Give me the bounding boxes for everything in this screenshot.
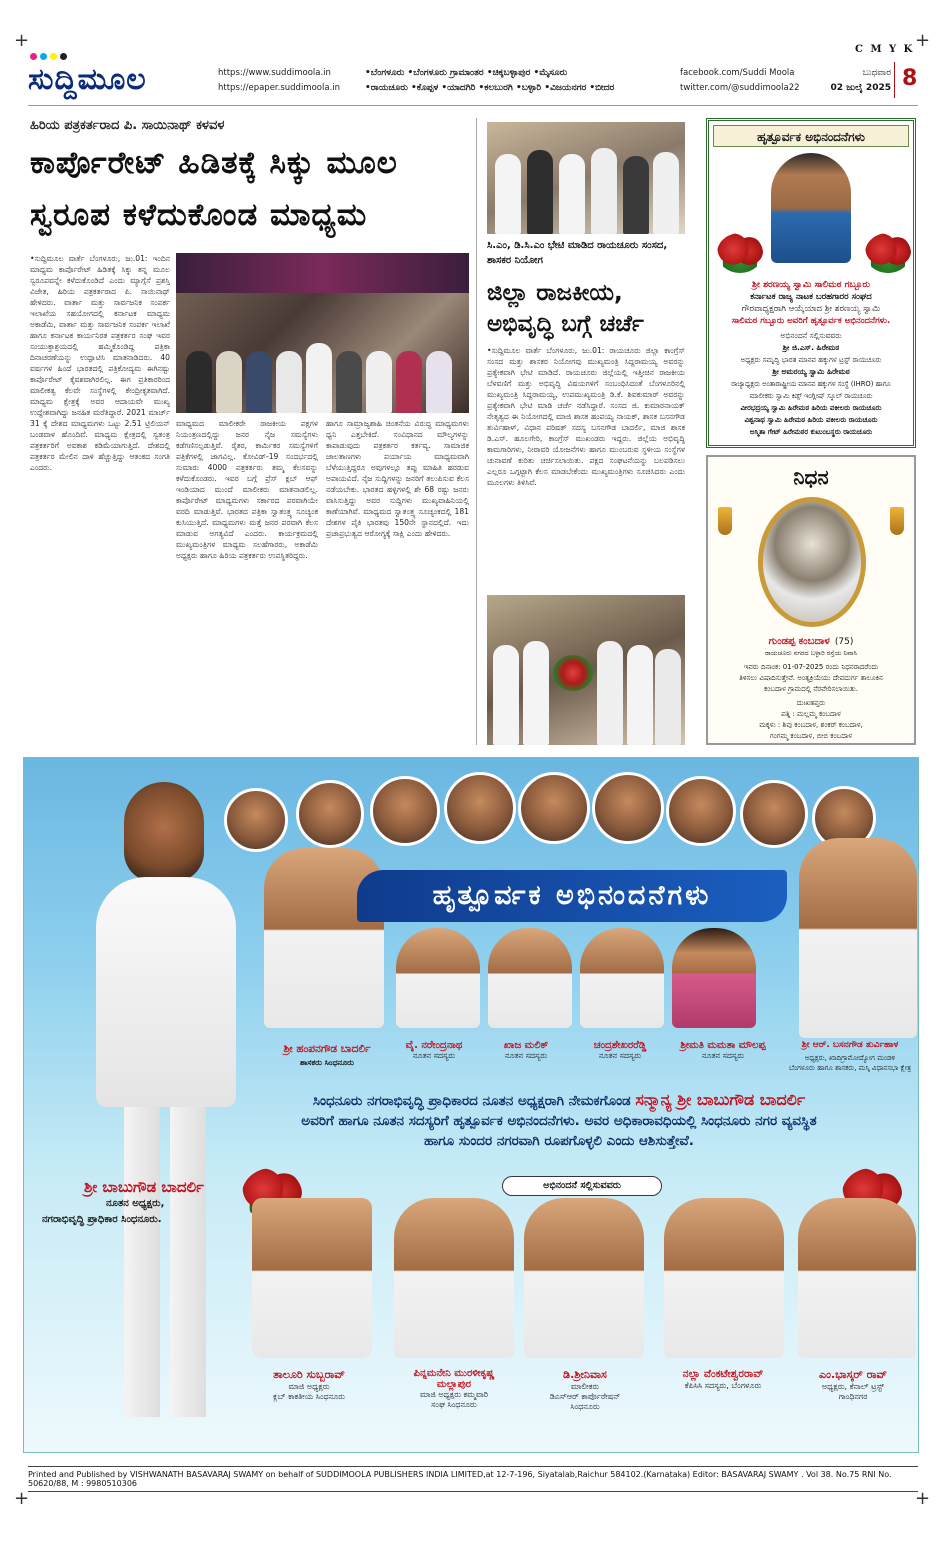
greeting-line: ಅಸ್ಮಿತಾ ಗೇಟ್ ಹಿರೇಮಠರ ಕುಟುಂಬಸ್ಥರು ರಾಯಚೂರು [749, 428, 873, 436]
message-highlight: ಸನ್ಮಾನ್ಯ ಶ್ರೀ ಬಾಬುಗೌಡ ಬಾದರ್ಲಿ [635, 1090, 806, 1109]
greeting-line: ರಾಜ್ಯಾಧ್ಯಕ್ಷರು ಅಂತಾರಾಷ್ಟ್ರೀಯ ಮಾನವ ಹಕ್ಕುಗಳ ಸಂಸ್ಥೆ (IHRO) ಹಾಗೂ [731, 380, 891, 388]
giver-name: ಮಲ್ಲಾಪುರ [436, 1379, 472, 1390]
dateline [821, 66, 891, 96]
giver-role: ಸಂಘ ಸಿಂಧನೂರು [431, 1400, 477, 1409]
obituary-line: ಕಂಬದಾಳ ಗ್ರಾಮದಲ್ಲಿ ನೆರವೇರಿಸಲಾಯಿತು. [763, 685, 859, 693]
member-role: ನೂತನ ಸದಸ್ಯರು [598, 1051, 642, 1060]
flower-icon [717, 233, 763, 273]
giver-name: ಡಿ.ಶ್ರೀನಿವಾಸ [563, 1368, 607, 1381]
greeting-box [706, 118, 916, 448]
member-photo [580, 928, 664, 1028]
giver-role: ಡಿಎಸ್‌ಆರ್ ಕಾರ್ಪೊರೇಷನ್ [549, 1392, 621, 1401]
mla-role: ಶಾಸಕರು ಸಿಂಧನೂರು [300, 1058, 354, 1067]
greeting-line: ಸಾಲಿಮಠ ಗಬ್ಬೂರು ಅವರಿಗೆ ಹೃತ್ಪೂರ್ವಕ ಅಭಿನಂದನೆಗಳು. [731, 316, 891, 326]
website-links [218, 66, 340, 96]
facebook-link[interactable]: facebook.com/Suddi Moola [680, 68, 795, 78]
giver-role: ಅಧ್ಯಕ್ಷರು, ಕೆನಾಲ್ ಟ್ರಸ್ಟ್ [821, 1382, 885, 1391]
giver-name: ಎಂ.ಭಾಸ್ಕರ್ ರಾವ್ [819, 1368, 887, 1381]
registration-mark: + [14, 30, 30, 51]
member-photo [396, 928, 480, 1028]
obituary-line: ಇವರು ದಿನಾಂಕ: 01-07-2025 ರಂದು ನಿಧನರಾದರೆಂದು [743, 663, 879, 671]
article-headline: ಸ್ವರೂಪ ಕಳೆದುಕೊಂಡ ಮಾಧ್ಯಮ [30, 197, 368, 233]
chairman-role: ನಗರಾಭಿವೃದ್ಧಿ ಪ್ರಾಧಿಕಾರ ಸಿಂಧನೂರು. [42, 1214, 162, 1225]
member-role: ನೂತನ ಸದಸ್ಯರು [412, 1051, 456, 1060]
giver-card [788, 1368, 918, 1402]
meeting-photo [487, 595, 685, 745]
giver-photo [798, 1198, 916, 1358]
ad-banner: ಹೃತ್ಪೂರ್ವಕ ಅಭಿನಂದನೆಗಳು [357, 870, 787, 922]
giver-role: ಗಾಂಧಿನಗರ [838, 1392, 868, 1401]
giver-photo [252, 1198, 372, 1358]
congratulation-ad [23, 757, 919, 1453]
leader-photo [444, 772, 516, 844]
member-photo [672, 928, 756, 1028]
social-links [680, 66, 800, 96]
greeting-line: ಗೌರವಾಧ್ಯಕ್ಷರಾಗಿ ಆಯ್ಕೆಯಾದ ಶ್ರೀ ಶರಣಯ್ಯ ಸ್ವಾಮಿ [741, 304, 881, 314]
giver-name: ನಲ್ಲಾ ವೆಂಕಟೇಶ್ವರರಾವ್ [682, 1368, 764, 1380]
date-label: 02 ಜುಲೈ 2025 [830, 83, 891, 93]
giver-name: ಪಿನ್ನಮನೇನಿ ಮುರಳೀಕೃಷ್ಣ [413, 1368, 495, 1379]
ad-message [204, 1090, 914, 1151]
member-name: ಚಂದ್ರಶೇಖರರೆಡ್ಡಿ [593, 1040, 647, 1051]
meeting-photo [487, 122, 685, 234]
divider [894, 62, 895, 98]
obituary-line: ರಾಯಚೂರು ನಗರದ ಬಳ್ಳಾರಿ ರಸ್ತೆಯ ನಿವಾಸಿ [764, 649, 858, 657]
flower-icon [865, 233, 911, 273]
article-headline [487, 278, 692, 340]
giver-photo [664, 1198, 784, 1358]
giver-role: ಕ್ಲಬ್ ಕಾಕತೀಯ ಸಿಂಧನೂರು [272, 1392, 346, 1401]
article-column: ಮಾಧ್ಯಮದ ಮಾಲೀಕರೇ ರಾಜಕೀಯ ಪಕ್ಷಗಳ ನಿಯಂತ್ರಣದಲ್ಲಿದ್ದು ಜನರ ನೈಜ ಸಮಸ್ಯೆಗಳು ಕಡೆಗಣಿಸಲ್ಪಡುತ್ತಿವೆ. ರೈತರ, ಕಾರ್ಮಿಕರ ಸಮಸ್ಯೆಗಳಿಗೆ ಪತ್ರಿಕೆಗಳಲ್ಲಿ ಜಾಗವಿಲ್ಲ. ಕೋವಿಡ್-19 ಸಂದರ್ಭದಲ್ಲಿ ಸುಮಾರು 4000 ಪತ್ರಕರ್ತರು ತಮ್ಮ ಕೆಲಸವನ್ನು ಕಳೆದುಕೊಂಡರು. ಇವರ ಬಗ್ಗೆ ಪ್ರೆಸ್ ಕ್ಲಬ್ ಆಫ್ ಇಂಡಿಯಾದ ಮುಂದೆ ಮಾಲೀಕರು ಮಾತನಾಡಲಿಲ್ಲ. ಕಾರ್ಪೊರೇಟ್ ಮಾಧ್ಯಮಗಳು ಸರ್ಕಾರದ ಪರವಾಗಿಯೇ ವರದಿ ಮಾಡುತ್ತಿವೆ. ಭಾರತದ ಪತ್ರಿಕಾ ಸ್ವಾತಂತ್ರ್ಯ ಸೂಚ್ಯಂಕ ಕುಸಿಯುತ್ತಿದೆ. ಮಾಧ್ಯಮಗಳು ಮತ್ತೆ ಜನರ ಪರವಾಗಿ ಕೆಲಸ ಮಾಡುವ ಅಗತ್ಯವಿದೆ ಎಂದರು. ಕಾರ್ಯಕ್ರಮದಲ್ಲಿ ಮುಖ್ಯಮಂತ್ರಿಗಳ ಮಾಧ್ಯಮ ಸಲಹೆಗಾರರು, ಅಕಾಡೆಮಿ ಅಧ್ಯಕ್ಷರು ಹಾಗೂ ಹಿರಿಯ ಪತ್ರಕರ್ತರು ಉಪಸ್ಥಿತರಿದ್ದರು. [176, 419, 318, 560]
day-label: ಬುಧವಾರ [862, 68, 891, 78]
mla-name: ಶ್ರೀ ಹಂಪನಗೌಡ ಬಾದರ್ಲಿ [283, 1043, 371, 1055]
page-number: 8 [902, 66, 918, 91]
right-leader-role: ಅಧ್ಯಕ್ಷರು, ಖಾದಿಗ್ರಾಮೋದ್ಯೋಗ ಮಂಡಳಿ [804, 1054, 896, 1062]
member-card [570, 1040, 670, 1061]
member-name: ವೈ. ನರೇಂದ್ರನಾಥ [405, 1040, 463, 1051]
obituary-line: ತಿಳಿಸಲು ವಿಷಾದಿಸುತ್ತೇವೆ. ಅಂತ್ಯಕ್ರಿಯೆಯು ದೇವದುರ್ಗ ತಾಲೂಕಿನ [739, 674, 883, 682]
giver-role: ಮಾಲೀಕರು [570, 1382, 600, 1391]
deceased-name: ಗುಂಡಪ್ಪ ಕಂಬದಾಳ [768, 636, 830, 647]
obituary-title: ನಿಧನ [793, 465, 829, 489]
giver-role: ಸಿಂಧನೂರು [570, 1402, 600, 1411]
member-name: ಶ್ರೀಮತಿ ಮಮತಾ ಮೌಲಪ್ಪ [680, 1040, 766, 1051]
honoree-photo [771, 153, 851, 263]
member-photo [488, 928, 572, 1028]
registration-mark: + [915, 30, 931, 51]
masthead [28, 58, 918, 106]
giver-card [384, 1368, 524, 1410]
cmyk-label: C M Y K [855, 44, 915, 55]
message-line: ಅವರಿಗೆ ಹಾಗೂ ನೂತನ ಸದಸ್ಯರಿಗೆ ಹೃತ್ಪೂರ್ವಕ ಅಭಿನಂದನೆಗಳು. ಅವರ ಅಧಿಕಾರಾವಧಿಯಲ್ಲಿ ಸಿಂಧನೂರು ನಗರ ವ್ಯವಸ್ಥಿತ [301, 1113, 817, 1129]
giver-photo [524, 1198, 644, 1358]
greeting-line: ಅಧ್ಯಕ್ಷರು ಸಮೃದ್ಧಿ ಭಾರತ ಮಾನವ ಹಕ್ಕುಗಳ ಟ್ರಸ್ಟ್ ರಾಯಚೂರು [740, 356, 882, 364]
leader-photo [666, 776, 736, 846]
article-headline: ಕಾರ್ಪೊರೇಟ್ ಹಿಡಿತಕ್ಕೆ ಸಿಕ್ಕು ಮೂಲ [30, 145, 398, 181]
greeting-line: ವಿಶ್ವನಾಥ ಸ್ವಾಮಿ ಹಿರೇಮಠ ಹಿರಿಯ ವಕೀಲರು ರಾಯಚೂರು [744, 416, 878, 424]
article-body: •ಸುದ್ದಿಮೂಲ ವಾರ್ತೆ ಬೆಂಗಳೂರು, ಜು.01: ರಾಯಚೂರು ಜಿಲ್ಲಾ ಕಾಂಗ್ರೆಸ್ ಸಂಸದ ಮತ್ತು ಶಾಸಕರ ನಿಯೋಗವು ಮುಖ್ಯಮಂತ್ರಿ ಸಿದ್ದರಾಮಯ್ಯ ಅವರನ್ನು ಪ್ರತ್ಯೇಕವಾಗಿ ಭೇಟಿ ಮಾಡಿದೆ. ರಾಯಚೂರು ಜಿಲ್ಲೆಯಲ್ಲಿ ಇತ್ತೀಚಿನ ರಾಜಕೀಯ ಬೆಳವಣಿಗೆ ಮತ್ತು ಅಭಿವೃದ್ಧಿ ವಿಷಯಗಳಿಗೆ ಸಂಬಂಧಿಸಿದಂತೆ ಬೆಂಗಳೂರಿನಲ್ಲಿ ಮುಖ್ಯಮಂತ್ರಿ ಸಿದ್ದರಾಮಯ್ಯ, ಉಪಮುಖ್ಯಮಂತ್ರಿ ಡಿ.ಕೆ. ಶಿವಕುಮಾರ್ ಅವರನ್ನು ಪ್ರತ್ಯೇಕವಾಗಿ ಭೇಟಿ ಮಾಡಿ ಚರ್ಚೆ ನಡೆಸಿದ್ದಾರೆ. ಸಂಸದ ಜಿ. ಕುಮಾರನಾಯಕ್ ನೇತೃತ್ವದ ಈ ನಿಯೋಗದಲ್ಲಿ ಮಾಜಿ ಶಾಸಕ ಹಂಪಯ್ಯ ನಾಯಕ್, ಶಾಸಕ ಬಸನಗೌಡ ತುರ್ವಿಹಾಳ್, ವಿಧಾನ ಪರಿಷತ್ ಸದಸ್ಯ ಬಸನಗೌಡ ಬಾದರ್ಲಿ, ಮಾಜಿ ಶಾಸಕ ಡಿ.ಎಸ್. ಹೂಲಗೇರಿ, ಕಾಂಗ್ರೆಸ್ ಮುಖಂಡರು ಇದ್ದರು. ಜಿಲ್ಲೆಯ ಅಭಿವೃದ್ಧಿ ಕಾಮಗಾರಿಗಳು, ನೀರಾವರಿ ಯೋಜನೆಗಳು ಹಾಗೂ ಮುಂಬರುವ ಸ್ಥಳೀಯ ಸಂಸ್ಥೆಗಳ ಚುನಾವಣೆ ಕುರಿತು ಚರ್ಚಿಸಲಾಯಿತು. ಪಕ್ಷದ ಸಂಘಟನೆಯನ್ನು ಬಲಪಡಿಸಲು ಎಲ್ಲರೂ ಒಗ್ಗಟ್ಟಾಗಿ ಕೆಲಸ ಮಾಡಬೇಕೆಂದು ಮುಖ್ಯಮಂತ್ರಿಗಳು ಸೂಚಿಸಿದರು ಎಂದು ಮೂಲಗಳು ತಿಳಿಸಿವೆ. [487, 346, 685, 487]
deceased-photo [758, 497, 866, 627]
obituary-line: ದುಃಖತಪ್ತರು [796, 699, 826, 707]
greeting-line: ವೀರಭದ್ರಯ್ಯ ಸ್ವಾಮಿ ಹಿರೇಮಠ ಹಿರಿಯ ವಕೀಲರು ರಾಯಚೂರು [740, 404, 882, 412]
giver-role: ಮಾಜಿ ಅಧ್ಯಕ್ಷರು ಕಮ್ಮವಾರಿ [419, 1390, 489, 1399]
leader-photo [740, 780, 808, 848]
headline-line: ಅಭಿವೃದ್ಧಿ ಬಗ್ಗೆ ಚರ್ಚೆ [487, 311, 644, 337]
member-role: ನೂತನ ಸದಸ್ಯರು [504, 1051, 548, 1060]
member-card [668, 1040, 778, 1061]
chairman-role: ನೂತನ ಅಧ್ಯಕ್ಷರು, [106, 1198, 165, 1209]
leader-photo [592, 772, 664, 844]
article-column: ಹಾಗೂ ಸಾಮ್ರಾಜ್ಯಶಾಹಿ ಚಿಂತನೆಯ ವಿರುದ್ಧ ಮಾಧ್ಯಮಗಳು ಧ್ವನಿ ಎತ್ತಬೇಕಿದೆ. ಸಂವಿಧಾನದ ಮೌಲ್ಯಗಳನ್ನು ಕಾಪಾಡುವುದು ಪತ್ರಕರ್ತರ ಕರ್ತವ್ಯ. ಸಾಮಾಜಿಕ ಜಾಲತಾಣಗಳು ಪರ್ಯಾಯ ಮಾಧ್ಯಮವಾಗಿ ಬೆಳೆಯುತ್ತಿದ್ದರೂ ಅವುಗಳಲ್ಲೂ ತಪ್ಪು ಮಾಹಿತಿ ಹರಡುವ ಅಪಾಯವಿದೆ. ನೈಜ ಸುದ್ದಿಗಳನ್ನು ಜನರಿಗೆ ತಲುಪಿಸುವ ಕೆಲಸ ನಡೆಯಬೇಕು. ಭಾರತದ ಹಳ್ಳಿಗಳಲ್ಲಿ ಶೇ 68 ರಷ್ಟು ಜನರು ವಾಸಿಸುತ್ತಿದ್ದು ಅವರ ಸುದ್ದಿಗಳು ಮುಖ್ಯವಾಹಿನಿಯಲ್ಲಿ ಕಾಣೆಯಾಗಿವೆ. ಮಾಧ್ಯಮದ ಸ್ವಾತಂತ್ರ್ಯ ಸೂಚ್ಯಂಕದಲ್ಲಿ 181 ದೇಶಗಳ ಪೈಕಿ ಭಾರತವು 150ನೇ ಸ್ಥಾನದಲ್ಲಿದೆ. ಇದು ಪ್ರಜಾಪ್ರಭುತ್ವದ ಆರೋಗ್ಯಕ್ಕೆ ಸಾಕ್ಷಿ ಎಂದು ಹೇಳಿದರು. [326, 419, 469, 538]
honoree-name: ಶ್ರೀ ಶರಣಯ್ಯ ಸ್ವಾಮಿ ಸಾಲಿಮಠ ಗಬ್ಬೂರು [752, 280, 870, 290]
greeting-line: ಕರ್ನಾಟಕ ರಾಜ್ಯ ನಾಟಕ ಬರಹಗಾರರ ಸಂಘದ [750, 292, 872, 302]
message-line: ಹಾಗೂ ಸುಂದರ ನಗರವಾಗಿ ರೂಪಗೊಳ್ಳಲಿ ಎಂದು ಆಶಿಸುತ್ತೇವೆ. [424, 1133, 694, 1149]
headline-line: ಜಿಲ್ಲಾ ರಾಜಕೀಯ, [487, 280, 623, 306]
city-row: •ರಾಯಚೂರು •ಕೊಪ್ಪಳ •ಯಾದಗಿರಿ •ಕಲಬುರಗಿ •ಬಳ್ಳಾರಿ •ವಿಜಯನಗರ •ಬೀದರ [365, 83, 615, 93]
message-line [204, 1090, 914, 1111]
giver-photo [394, 1198, 514, 1358]
article-column: •ಸುದ್ದಿಮೂಲ ವಾರ್ತೆ ಬೆಂಗಳೂರು, ಜು.01: ಇಂದಿನ ಮಾಧ್ಯಮ ಕಾರ್ಪೊರೇಟ್ ಹಿಡಿತಕ್ಕೆ ಸಿಕ್ಕು ತನ್ನ ಮೂಲ ಸ್ವರೂಪವನ್ನೇ ಕಳೆದುಕೊಂಡಿದೆ ಎಂದು ಮ್ಯಾಗ್ಸೆಸೆ ಪ್ರಶಸ್ತಿ ವಿಜೇತ, ಹಿರಿಯ ಪತ್ರಕರ್ತರಾದ ಪಿ. ಸಾಯಿನಾಥ್ ಹೇಳಿದರು. ವಾರ್ತಾ ಮತ್ತು ಸಾರ್ವಜನಿಕ ಸಂಪರ್ಕ ಇಲಾಖೆಯ ಸಹಯೋಗದಲ್ಲಿ ಕರ್ನಾಟಕ ಮಾಧ್ಯಮ ಅಕಾಡೆಮಿ, ವಾರ್ತಾ ಮತ್ತು ಸಾರ್ವಜನಿಕ ಸಂಪರ್ಕ ಇಲಾಖೆ ಹಾಗೂ ಕರ್ನಾಟಕ ಕಾರ್ಯನಿರತ ಪತ್ರಕರ್ತರ ಸಂಘ ಇವರ ಸಂಯುಕ್ತಾಶ್ರಯದಲ್ಲಿ ಹಮ್ಮಿಕೊಂಡಿದ್ದ ಪತ್ರಿಕಾ ದಿನಾಚರಣೆಯನ್ನು ಉದ್ಘಾಟಿಸಿ ಮಾತನಾಡಿದರು. 40 ವರ್ಷಗಳ ಹಿಂದೆ ಭಾರತದಲ್ಲಿ ಪತ್ರಿಕೋದ್ಯಮ ಈಗಿನಷ್ಟು ಕಾರ್ಪೊರೇಟ್ ಕೈವಶವಾಗಿರಲಿಲ್ಲ. ಈಗ ಪ್ರತಿಕಾರರಿಂದ ಮಾಲೀಕತ್ವ ಕೆಲವೇ ಸಂಸ್ಥೆಗಳಲ್ಲಿ ಕೇಂದ್ರೀಕೃತವಾಗಿದೆ. ಮಾಧ್ಯಮ ಕ್ಷೇತ್ರಕ್ಕೆ ಅವರ ಆದಾಯವೇ ಮುಖ್ಯ ಉದ್ದೇಶವಾಗಿದ್ದು ಜನಹಿತ ಮರೆತಿದ್ದಾರೆ. 2021 ಮಾರ್ಚ್ 31 ಕ್ಕೆ ದೇಶದ ಮಾಧ್ಯಮಗಳು ಒಟ್ಟು 2.51 ಟ್ರಿಲಿಯನ್ ಬಂಡವಾಳ ಹೊಂದಿವೆ. ಮಾಧ್ಯಮ ಕ್ಷೇತ್ರದಲ್ಲಿ ಸ್ವತಂತ್ರ ಪತ್ರಕರ್ತರಿಗೆ ಅವಕಾಶ ಕಡಿಮೆಯಾಗುತ್ತಿದೆ. ದೇಶದಲ್ಲಿ ಪತ್ರಕರ್ತರ ಮೇಲಿನ ದಾಳಿ ಹೆಚ್ಚುತ್ತಿದ್ದು ಆತಂಕದ ಸಂಗತಿ ಎಂದರು. [30, 254, 170, 472]
greeting-title: ಹೃತ್ಪೂರ್ವಕ ಅಭಿನಂದನೆಗಳು [713, 125, 909, 147]
member-name: ಖಾಜ ಮಲಿಕ್ [503, 1040, 549, 1051]
registration-mark: + [915, 1488, 931, 1509]
right-leader-photo [799, 838, 917, 1038]
greeting-line: ಮಾಲೀಕರು ಸ್ವಾಮಿ ಕಿಡ್ಸ್ ಇಂಗ್ಲೀಷ್ ಸ್ಕೂಲ್ ರಾಯಚೂರು [749, 392, 873, 400]
deceased-age: (75) [834, 637, 854, 647]
giver-card [234, 1368, 384, 1402]
giver-role: ಮಾಜಿ ಅಧ್ಯಕ್ಷರು [288, 1382, 330, 1391]
obituary-text [708, 633, 914, 742]
lamp-icon [890, 507, 904, 535]
column-divider [476, 118, 477, 745]
article-kicker: ಹಿರಿಯ ಪತ್ರಕರ್ತರಾದ ಪಿ. ಸಾಯಿನಾಥ್ ಕಳವಳ [30, 118, 225, 133]
giver-card [648, 1368, 798, 1391]
city-list [365, 66, 614, 96]
member-role: ನೂತನ ಸದಸ್ಯರು [701, 1051, 745, 1060]
epaper-link[interactable]: https://epaper.suddimoola.in [218, 83, 341, 93]
greeting-line: ಶ್ರೀ ಅಮರಯ್ಯ ಸ್ವಾಮಿ ಹಿರೇಮಠ [772, 367, 850, 376]
giver-card [522, 1368, 648, 1412]
giver-name: ತಾಲೂರಿ ಸುಬ್ಬರಾವ್ [273, 1368, 345, 1381]
greeting-line: ಶ್ರೀ ಜಿ.ಎಸ್. ಹಿರೇಮಠ [782, 343, 840, 352]
logo: ಸುದ್ದಿಮೂಲ [28, 62, 147, 97]
obituary-line: ಪತ್ನಿ : ಮಲ್ಲಮ್ಮ ಕಂಬದಾಳ [781, 710, 841, 718]
obituary-line: ಗಂಗಮ್ಮ ಕಂಬದಾಳ, ಬೀಬಿ ಕಂಬದಾಳ [769, 732, 853, 740]
registration-mark: + [14, 1488, 30, 1509]
event-photo [176, 253, 469, 413]
giver-role: ಕೆಪಿಸಿಸಿ ಸದಸ್ಯರು, ಬೆಂಗಳೂರು [684, 1381, 762, 1390]
member-card [384, 1040, 484, 1061]
leader-photo [296, 780, 364, 848]
greeting-text [709, 279, 913, 438]
twitter-link[interactable]: twitter.com/@suddimoola22 [680, 83, 800, 93]
obituary-line: ಮಕ್ಕಳು : ಶಿವು ಕಂಬದಾಳ, ಶಂಕರ್ ಕಂಬದಾಳ, [759, 721, 863, 729]
member-card [480, 1040, 572, 1061]
greeting-line: ಅಭಿನಂದನೆ ಸಲ್ಲಿಸುವವರು [780, 331, 842, 340]
city-row: •ಬೆಂಗಳೂರು •ಬೆಂಗಳೂರು ಗ್ರಾಮಾಂತರ •ಚಿಕ್ಕಬಳ್ಳಾಪುರ •ಮೈಸೂರು [365, 68, 568, 78]
obituary-box [706, 455, 916, 745]
imprint-line: Printed and Published by VISHWANATH BASAVARAJ SWAMY on behalf of SUDDIMOOLA PUBLISHERS INDIA LIMITED,at 12-7-196, Siyatalab,Raichur 584102.(Karnataka) Editor: BASAVARAJ SWAMY . Vol 38. No.75 RNI No. 50620/88, M : 9980510306 [28, 1466, 918, 1492]
message-text: ಸಿಂಧನೂರು ನಗರಾಭಿವೃದ್ಧಿ ಪ್ರಾಧಿಕಾರದ ನೂತನ ಅಧ್ಯಕ್ಷರಾಗಿ ನೇಮಕಗೊಂಡ [312, 1093, 636, 1109]
right-leader-name: ಶ್ರೀ ಆರ್. ಬಸನಗೌಡ ತುರ್ವಿಹಾಳ [801, 1040, 899, 1050]
leader-photo [370, 776, 440, 846]
givers-label: ಅಭಿನಂದನೆ ಸಲ್ಲಿಸುವವರು [502, 1176, 662, 1196]
chairman-name: ಶ್ರೀ ಬಾಬುಗೌಡ ಬಾದರ್ಲಿ [84, 1178, 204, 1196]
right-leader-role: ಬೆಂಗಳೂರು ಹಾಗೂ ಶಾಸಕರು, ಮಸ್ಕಿ ವಿಧಾನಸಭಾ ಕ್ಷೇತ್ರ [788, 1064, 912, 1072]
lamp-icon [718, 507, 732, 535]
leader-photo [518, 772, 590, 844]
photo-caption: ಸಿ.ಎಂ, ಡಿ.ಸಿ.ಎಂ ಭೇಟಿ ಮಾಡಿದ ರಾಯಚೂರು ಸಂಸದ, ಶಾಸಕರ ನಿಯೋಗ [487, 240, 668, 266]
website-link[interactable]: https://www.suddimoola.in [218, 68, 331, 78]
